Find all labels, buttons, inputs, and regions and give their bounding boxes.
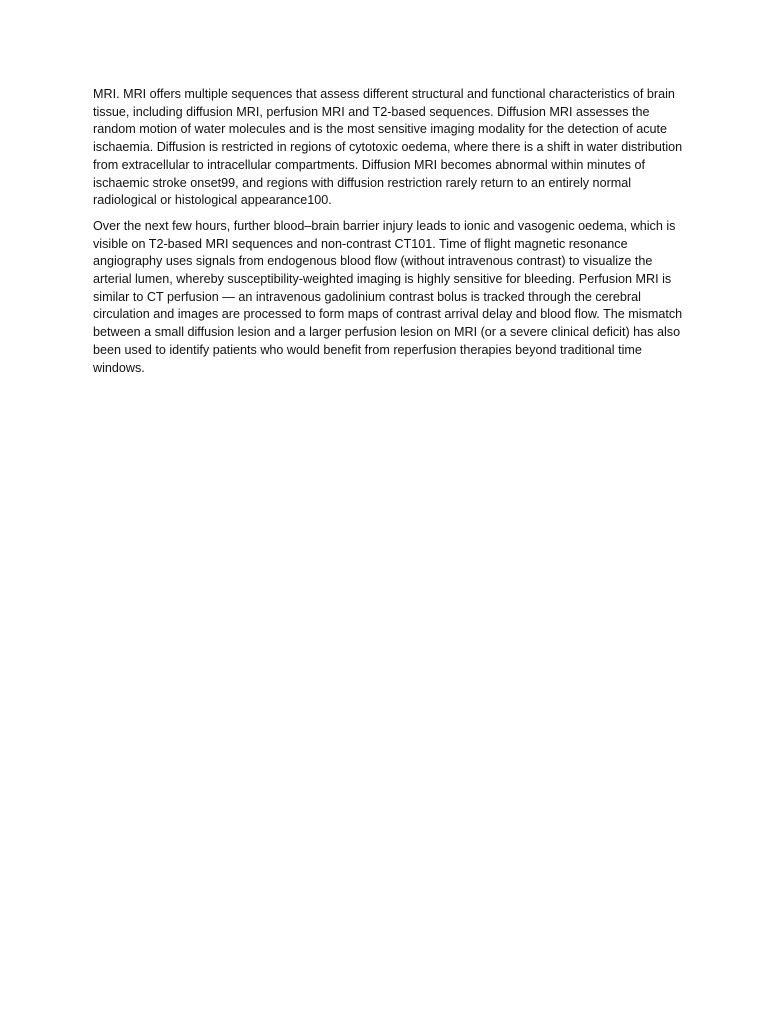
- document-body: [93, 86, 683, 385]
- paragraph-mri-sequences: MRI. MRI offers multiple sequences that assess different structural and functional characteristics of brain tissue, including diffusion MRI, perfusion MRI and T2-based sequences. Diffusion MRI assesses the random motion of water molecules and is the most sensitive imaging modality for the detection of acute ischaemia. Diffusion is restricted in regions of cytotoxic oedema, where there is a shift in water distribution from extracellular to intracellular compartments. Diffusion MRI becomes abnormal within minutes of ischaemic stroke onset99, and regions with diffusion restriction rarely return to an entirely normal radiological or histological appearance100.: [93, 87, 683, 208]
- paragraph-oedema-and-perfusion: Over the next few hours, further blood–brain barrier injury leads to ionic and vasogenic oedema, which is visible on T2-based MRI sequences and non-contrast CT101. Time of flight magnetic resonance angiography uses signals from endogenous blood flow (without intravenous contrast) to visualize the arterial lumen, whereby susceptibility-weighted imaging is highly sensitive for bleeding. Perfusion MRI is similar to CT perfusion — an intravenous gadolinium contrast bolus is tracked through the cerebral circulation and images are processed to form maps of contrast arrival delay and blood flow. The mismatch between a small diffusion lesion and a larger perfusion lesion on MRI (or a severe clinical deficit) has also been used to identify patients who would benefit from reperfusion therapies beyond traditional time windows.: [93, 218, 683, 375]
